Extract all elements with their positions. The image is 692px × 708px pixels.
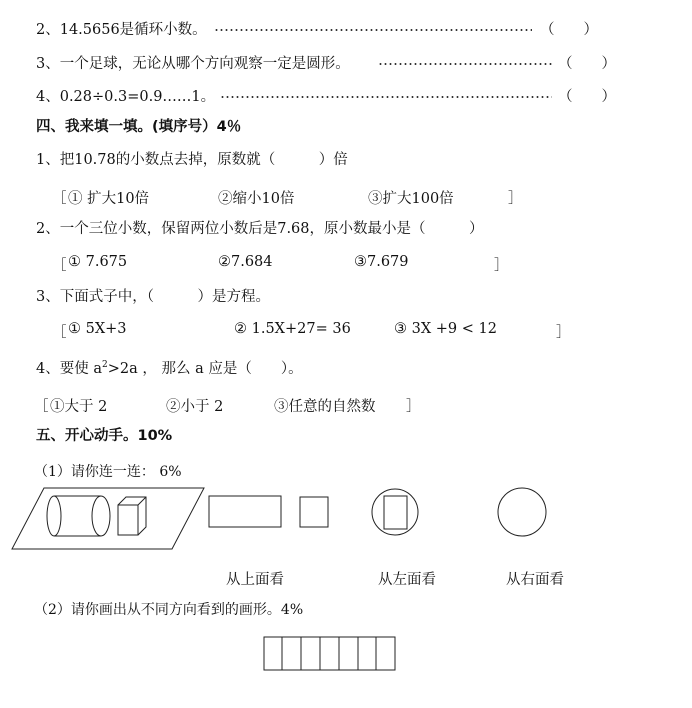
view-label-top: 从上面看: [226, 572, 284, 588]
s4-q2-option-2[interactable]: ②7.684: [218, 254, 273, 270]
view-circle-with-rectangle[interactable]: [372, 489, 418, 535]
s4-q3-option-1[interactable]: ① 5X+3: [68, 321, 127, 337]
s4-q4-bracket-close: ］: [406, 399, 421, 415]
s4-q2-bracket-open: ［: [52, 258, 67, 274]
s4-q3-option-3[interactable]: ③ 3X +9 < 12: [394, 321, 497, 337]
judge-q4-text: 4、0.28÷0.3=0.9……1。: [36, 89, 216, 105]
s4-q3-bracket-close: ］: [556, 325, 571, 341]
cube-solid: [118, 497, 146, 535]
s4-q3-option-2[interactable]: ② 1.5X+27= 36: [234, 321, 351, 337]
s4-q3-bracket-open: ［: [52, 325, 67, 341]
s4-q2-option-1[interactable]: ① 7.675: [68, 254, 128, 270]
s4-q1-bracket-open: ［: [52, 191, 67, 207]
judge-q2-answer-paren[interactable]: （ ）: [540, 22, 598, 38]
s4-q1-text: 1、把10.78的小数点去掉，原数就（ ）倍: [36, 152, 348, 168]
view-label-right: 从右面看: [506, 572, 564, 588]
s5-part2-label: （2）请你画出从不同方向看到的画形。4%: [34, 602, 304, 618]
s4-q4-text-a: 4、要使 a: [36, 360, 102, 377]
section5-title: 五、开心动手。10%: [36, 428, 173, 444]
s4-q4-option-1[interactable]: ①大于 2: [50, 399, 108, 415]
s4-q2-option-3[interactable]: ③7.679: [354, 254, 409, 270]
view-label-left: 从左面看: [378, 572, 436, 588]
s4-q4-bracket-open: ［: [34, 399, 49, 415]
judge-q3-text: 3、一个足球，无论从哪个方向观察一定是圆形。: [36, 56, 350, 72]
s4-q2-text: 2、一个三位小数，保留两位小数后是7.68，原小数最小是（ ）: [36, 221, 484, 237]
cylinder-solid: [47, 496, 110, 536]
superscript-2: 2: [101, 360, 108, 370]
s4-q4-option-3[interactable]: ③任意的自然数: [274, 399, 376, 415]
s4-q1-bracket-close: ］: [508, 191, 523, 207]
section4-title: 四、我来填一填。(填序号）4％: [36, 119, 242, 135]
view-wide-rectangle[interactable]: [209, 496, 281, 527]
judge-q3-answer-paren[interactable]: （ ）: [558, 56, 616, 72]
s5-part1-label: （1）请你连一连： 6%: [34, 464, 182, 480]
drawing-grid[interactable]: [264, 637, 395, 670]
s4-q1-option-1[interactable]: ① 扩大10倍: [68, 191, 150, 207]
s4-q4-text-b: >2a ， 那么 a 应是（ ）。: [107, 360, 303, 377]
s4-q4-option-2[interactable]: ②小于 2: [166, 399, 224, 415]
judge-q4-answer-paren[interactable]: （ ）: [558, 89, 616, 105]
view-square[interactable]: [300, 497, 328, 527]
judge-q2-text: 2、14.5656是循环小数。: [36, 22, 207, 38]
s4-q1-option-2[interactable]: ②缩小10倍: [218, 191, 295, 207]
view-circle[interactable]: [498, 488, 546, 536]
s4-q3-text: 3、下面式子中，（ ）是方程。: [36, 289, 270, 305]
s4-q2-bracket-close: ］: [494, 258, 509, 274]
platform-parallelogram: [12, 488, 204, 549]
s4-q1-option-3[interactable]: ③扩大100倍: [368, 191, 454, 207]
